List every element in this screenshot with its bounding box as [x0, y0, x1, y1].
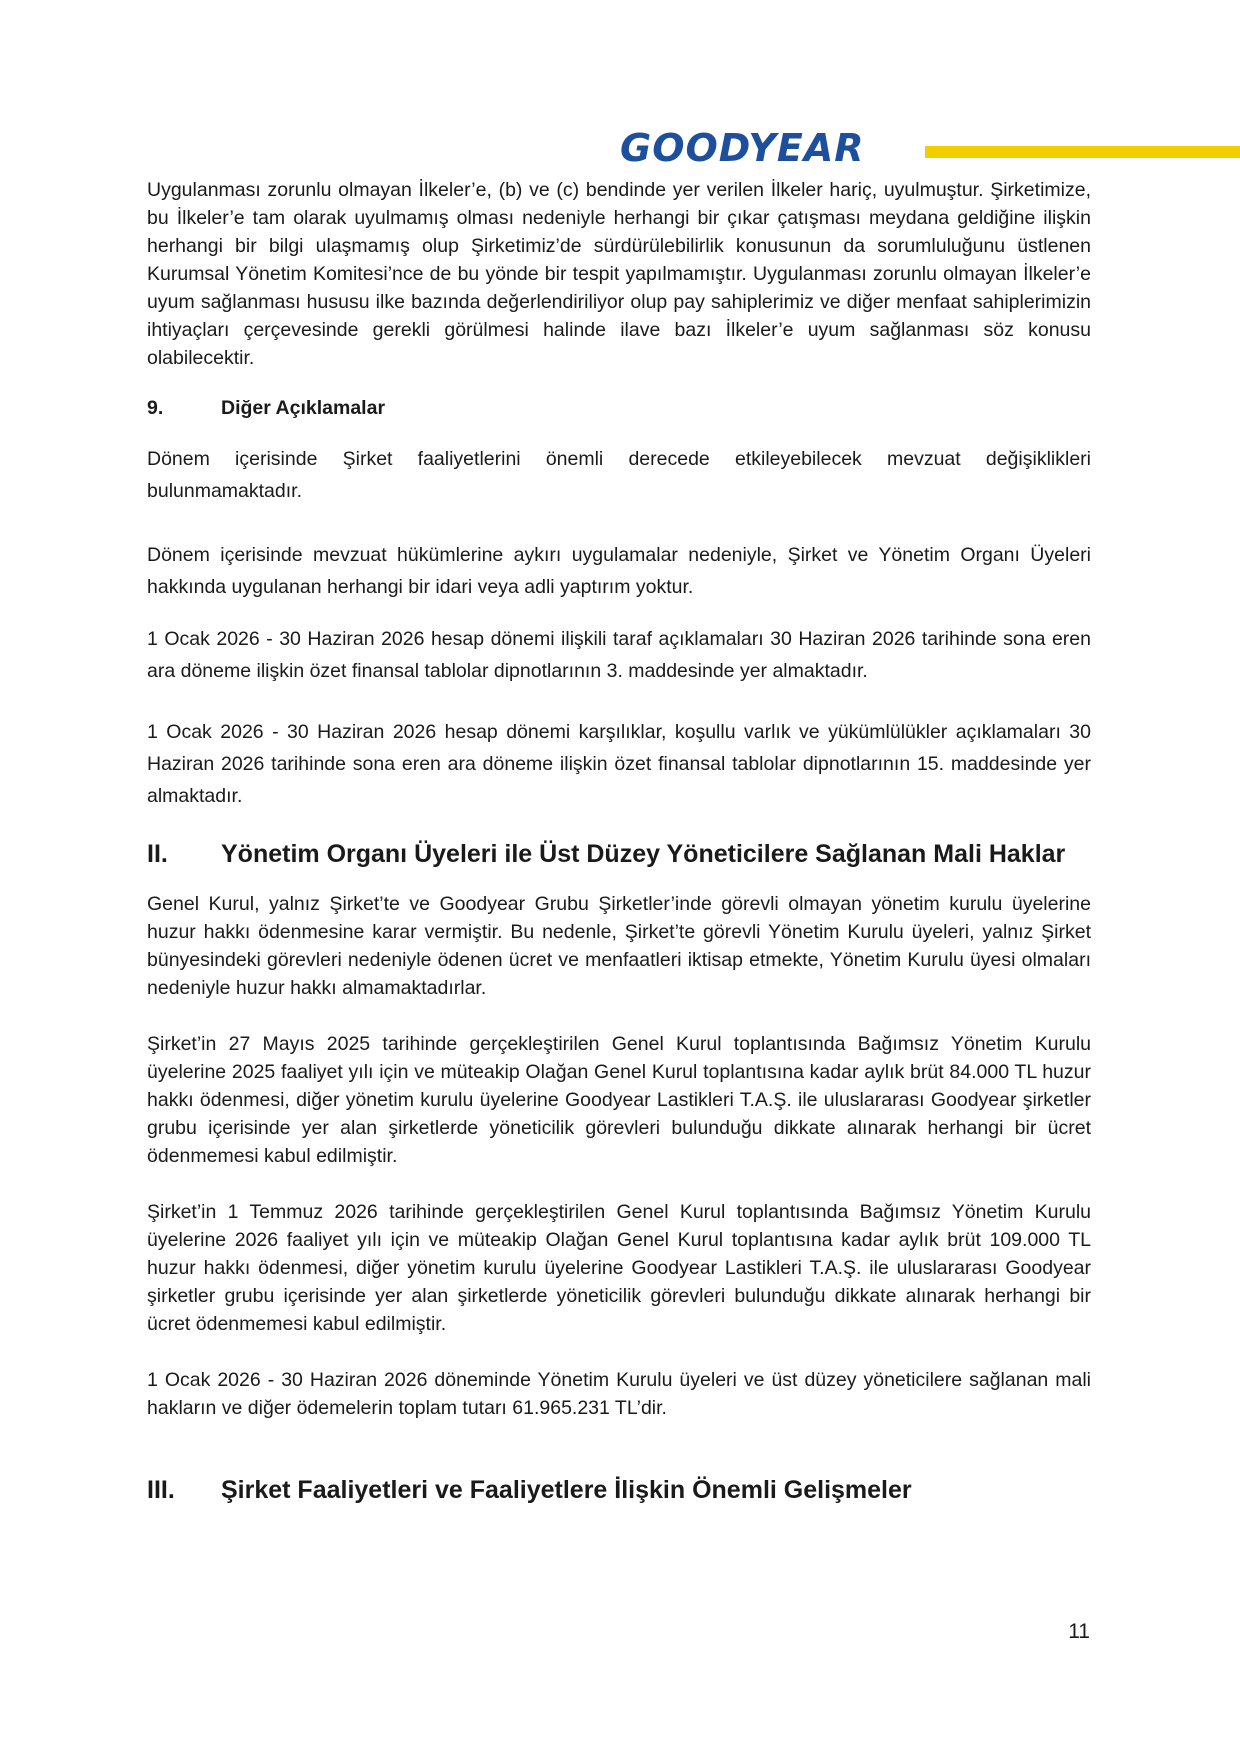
paragraph-total-benefits: 1 Ocak 2026 - 30 Haziran 2026 döneminde Yönetim Kurulu üyeleri ve üst düzey yöneticilere sağlanan mali hakların ve diğer ödemelerin toplam tutarı 61.965.231 TL’dir. — [147, 1369, 1091, 1419]
page-number: 11 — [1068, 1620, 1090, 1643]
section-number: II. — [147, 840, 168, 868]
section-heading-9 — [147, 394, 1091, 422]
paragraph-provisions: 1 Ocak 2026 - 30 Haziran 2026 hesap dönemi karşılıklar, koşullu varlık ve yükümlülükler açıklamaları 30 Haziran 2026 tarihinde sona eren ara döneme ilişkin özet finansal tablolar dipnotlarının 15. maddesinde yer almaktadır. — [147, 721, 1091, 807]
paragraph-2026-general-assembly: Şirket’in 1 Temmuz 2026 tarihinde gerçekleştirilen Genel Kurul toplantısında Bağımsız Yönetim Kurulu üyelerine 2026 faaliyet yılı için ve müteakip Olağan Genel Kurul toplantısına kadar aylık brüt 109.000 TL huzur hakkı ödenmesi, diğer yönetim kurulu üyelerine Goodyear Lastikleri T.A.Ş. ile uluslararası Goodyear şirketler grubu içerisinde yer alan şirketlerde yöneticilik görevleri bulunduğu dikkate alınarak herhangi bir ücret ödenmemesi kabul edilmiştir. — [147, 1201, 1091, 1335]
document-body — [147, 176, 1091, 1506]
section-heading-II — [147, 838, 1091, 870]
section-title: Şirket Faaliyetleri ve Faaliyetlere İlişkin Önemli Gelişmeler — [221, 1476, 912, 1504]
section-title: Yönetim Organı Üyeleri ile Üst Düzey Yöneticilere Sağlanan Mali Haklar — [221, 840, 1066, 868]
paragraph-related-party: 1 Ocak 2026 - 30 Haziran 2026 hesap dönemi ilişkili taraf açıklamaları 30 Haziran 2026 tarihinde sona eren ara döneme ilişkin özet finansal tablolar dipnotlarının 3. maddesinde yer almaktadır. — [147, 628, 1091, 682]
paragraph-principles-compliance: Uygulanması zorunlu olmayan İlkeler’e, (b) ve (c) bendinde yer verilen İlkeler hariç, uyulmuştur. Şirketimize, bu İlkeler’e tam olarak uyulmamış olması nedeniyle herhangi bir çıkar çatışması meydana geldiğine ilişkin herhangi bir bilgi ulaşmamış olup Şirketimiz’de sürdürülebilirlik konusunun da sorumluluğunu üstlenen Kurumsal Yönetim Komitesi’nce de bu yönde bir tespit yapılmamıştır. Uygulanması zorunlu olmayan İlkeler’e uyum sağlanması hususu ilke bazında değerlendiriliyor olup pay sahiplerimiz ve diğer menfaat sahiplerimizin ihtiyaçları çerçevesinde gerekli görülmesi halinde ilave bazı İlkeler’e uyum sağlanması söz konusu olabilecektir. — [147, 179, 1091, 369]
section-title: Diğer Açıklamalar — [221, 397, 386, 419]
goodyear-logo — [620, 118, 1240, 182]
paragraph-2025-general-assembly: Şirket’in 27 Mayıs 2025 tarihinde gerçekleştirilen Genel Kurul toplantısında Bağımsız Yönetim Kurulu üyelerine 2025 faaliyet yılı için ve müteakip Olağan Genel Kurul toplantısına kadar aylık brüt 84.000 TL huzur hakkı ödenmesi, diğer yönetim kurulu üyelerine Goodyear Lastikleri T.A.Ş. ile uluslararası Goodyear şirketler grubu içerisinde yer alan şirketlerde yöneticilik görevleri bulunduğu dikkate alınarak herhangi bir ücret ödenmemesi kabul edilmiştir. — [147, 1033, 1091, 1167]
paragraph-attendance-fee: Genel Kurul, yalnız Şirket’te ve Goodyear Grubu Şirketler’inde görevli olmayan yönetim kurulu üyelerine huzur hakkı ödenmesine karar vermiştir. Bu nedenle, Şirket’te görevli Yönetim Kurulu üyeleri, yalnız Şirket bünyesindeki görevleri nedeniyle ödenen ücret ve menfaatleri iktisap etmekte, Yönetim Kurulu üyesi olmaları nedeniyle huzur hakkı almamaktadırlar. — [147, 893, 1091, 999]
section-number: 9. — [147, 397, 164, 419]
section-number: III. — [147, 1476, 175, 1504]
logo-stripe — [925, 146, 1240, 158]
logo-wordmark: GOODYEAR — [620, 126, 865, 170]
section-heading-III — [147, 1474, 1091, 1506]
paragraph-sanctions: Dönem içerisinde mevzuat hükümlerine aykırı uygulamalar nedeniyle, Şirket ve Yönetim Organı Üyeleri hakkında uygulanan herhangi bir idari veya adli yaptırım yoktur. — [147, 544, 1091, 598]
paragraph-legislation-changes: Dönem içerisinde Şirket faaliyetlerini önemli derecede etkileyebilecek mevzuat değişiklikleri bulunmamaktadır. — [147, 448, 1091, 502]
